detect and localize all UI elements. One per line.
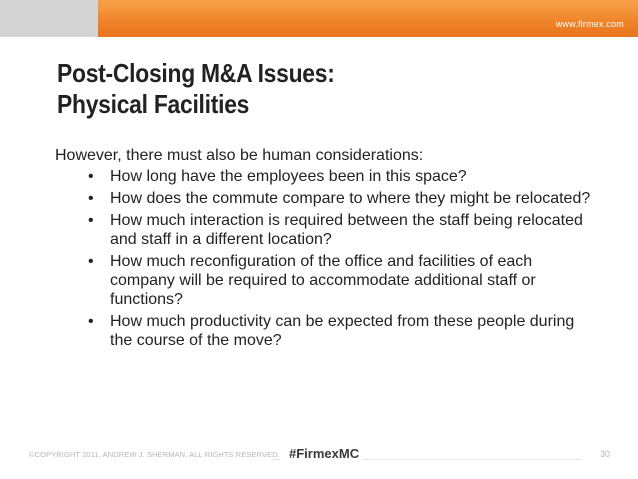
page-number: 30 (599, 449, 610, 459)
bullet-glyph: • (88, 212, 94, 229)
bullet-glyph: • (88, 313, 94, 330)
website-url[interactable]: www.firmex.com (555, 19, 624, 29)
bullet-glyph: • (88, 253, 94, 270)
header-gray-block (0, 0, 98, 37)
bullet-list (55, 167, 600, 350)
slide-body (55, 146, 600, 353)
footer-divider (272, 459, 280, 460)
header-bar (0, 0, 638, 37)
bullet-glyph: • (88, 190, 94, 207)
bullet-item (55, 252, 600, 309)
bullet-text: How much reconfiguration of the office and facilities of each company will be required to accommodate additional staff or functions? (110, 253, 536, 308)
bullet-item (55, 312, 600, 350)
slide-title-line-2: Physical Facilities (57, 89, 250, 119)
hashtag-label: #FirmexMC (289, 446, 360, 461)
intro-text: However, there must also be human considerations: (55, 147, 424, 164)
slide-title-line-1: Post-Closing M&A Issues: (57, 58, 335, 88)
bullet-text: How much productivity can be expected from these people during the course of the move? (110, 313, 575, 349)
bullet-item (55, 167, 600, 186)
bullet-text: How long have the employees been in this space? (110, 168, 467, 185)
bullet-item (55, 189, 600, 208)
slide-title (57, 58, 335, 120)
footer-divider (362, 459, 582, 460)
bullet-glyph: • (88, 168, 94, 185)
bullet-text: How much interaction is required between the staff being relocated and staff in a different location? (110, 212, 583, 248)
copyright-notice: ©COPYRIGHT 2011, ANDREW J. SHERMAN. ALL RIGHTS RESERVED. (29, 450, 280, 459)
slide-footer (0, 445, 638, 465)
bullet-item (55, 211, 600, 249)
bullet-text: How does the commute compare to where they might be relocated? (110, 190, 591, 207)
